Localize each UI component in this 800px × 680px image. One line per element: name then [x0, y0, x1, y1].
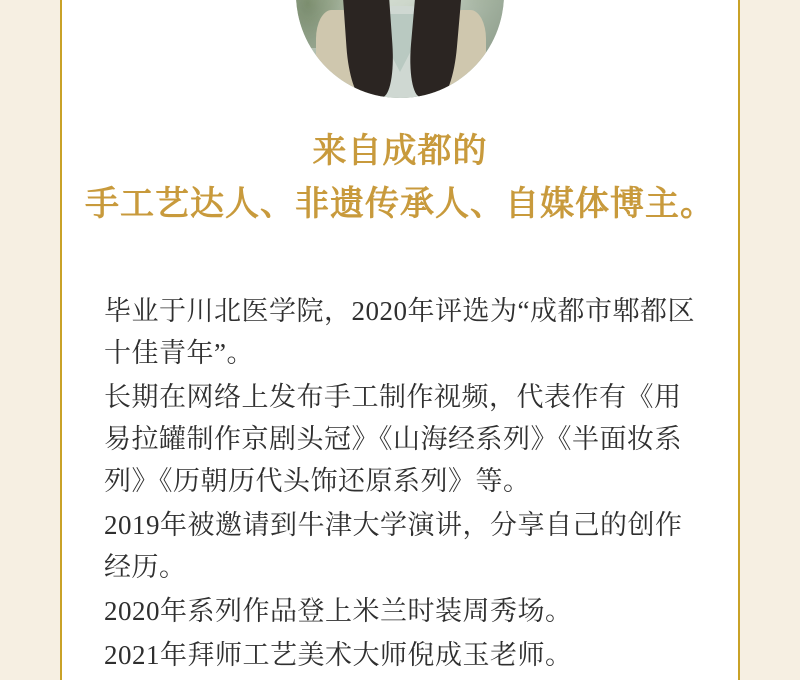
- portrait-photo: [296, 0, 504, 98]
- content-area: [62, 0, 738, 680]
- biography-text: [104, 290, 708, 678]
- bio-paragraph: 2020年系列作品登上米兰时装周秀场。: [104, 596, 573, 626]
- bio-paragraph: 毕业于川北医学院，2020年评选为“成都市郫都区十佳青年”。: [104, 296, 695, 368]
- bio-paragraph: 2021年拜师工艺美术大师倪成玉老师。: [104, 640, 573, 670]
- bio-paragraph: 2019年被邀请到牛津大学演讲，分享自己的创作经历。: [104, 510, 683, 582]
- right-margin: [740, 0, 800, 680]
- headline-line-2: 手工艺达人、非遗传承人、自媒体博主。: [85, 186, 715, 223]
- headline-line-1: 来自成都的: [312, 133, 488, 170]
- page-title: [62, 126, 738, 232]
- left-margin: [0, 0, 60, 680]
- avatar: [296, 0, 504, 98]
- frame-right-line: [738, 0, 740, 680]
- bio-paragraph: 长期在网络上发布手工制作视频，代表作有《用易拉罐制作京剧头冠》《山海经系列》《半面妆系列》《历朝历代头饰还原系列》等。: [104, 382, 682, 496]
